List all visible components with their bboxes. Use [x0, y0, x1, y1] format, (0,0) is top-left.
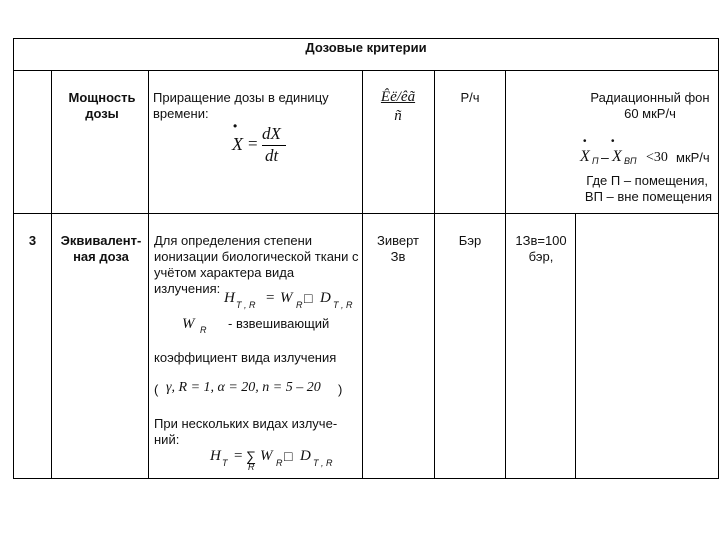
row-divider	[13, 213, 719, 214]
weighting-line	[180, 314, 360, 336]
row1-note-2: ВП – вне помещения	[584, 189, 712, 204]
sum-sub: R	[248, 462, 255, 472]
header-divider	[13, 70, 719, 71]
w-weighting: W	[182, 316, 195, 332]
weighting-text-2: коэффициент вида излучения	[154, 350, 337, 365]
multiple-radiation-text: При нескольких видах излуче-ний:	[154, 416, 338, 447]
sum-symbol: ∑	[246, 448, 256, 464]
d-sum: D	[300, 448, 311, 464]
table-title: Дозовые критерии	[305, 40, 427, 55]
formula-lhs: X	[232, 134, 243, 154]
weighting-text: - взвешивающий	[228, 316, 330, 331]
row2-unit-si: Зиверт Зв	[376, 233, 419, 264]
paren-close: )	[338, 382, 343, 397]
eq-sign-2: =	[234, 448, 243, 464]
d-sum-sub: T , R	[313, 458, 333, 468]
weighting-values	[154, 380, 360, 400]
row2-quantity: Эквивалент-ная доза	[60, 233, 142, 264]
w-sum-sub: R	[276, 458, 283, 468]
table-border-left	[13, 38, 14, 479]
eq-sign: =	[266, 290, 275, 306]
formula-denominator: dt	[265, 146, 279, 165]
col-divider-4	[434, 70, 435, 479]
formula-numerator: dX	[262, 124, 281, 143]
h-symbol: H	[224, 290, 235, 306]
row1-unit-si-top: Êë/êã	[380, 89, 416, 105]
sub-outdoor: ВП	[624, 156, 637, 166]
row1-quantity: Мощность дозы	[68, 90, 136, 121]
dot-symbol: •	[233, 119, 238, 133]
row2-number: 3	[28, 233, 37, 248]
x-outdoor: X	[612, 148, 622, 165]
w-sum: W	[260, 448, 273, 464]
row1-criterion: Радиационный фон 60 мкР/ч	[590, 90, 710, 121]
col-divider-5	[505, 70, 506, 479]
paren-open: (	[154, 382, 159, 397]
dot-symbol-1: •	[583, 136, 587, 147]
h-total: H	[210, 448, 221, 464]
col-divider-3	[362, 70, 363, 479]
box-symbol: □	[304, 290, 313, 306]
row1-unit-si-bottom: ñ	[394, 108, 402, 124]
unit-mkr: мкР/ч	[676, 150, 710, 165]
dose-rate-formula	[230, 119, 300, 168]
sub-indoor: П	[592, 156, 599, 166]
less-than-30: <30	[646, 150, 668, 165]
values-formula: γ, R = 1, α = 20, n = 5 – 20	[166, 380, 321, 395]
col-divider-6	[575, 213, 576, 479]
d-sub: T , R	[333, 300, 353, 310]
minus-sign: –	[601, 149, 609, 165]
table-border-right	[718, 38, 719, 479]
box-symbol-2: □	[284, 448, 293, 464]
row2-unit-offsystem: Бэр	[458, 233, 482, 248]
equivalent-dose-formula	[220, 290, 360, 314]
x-indoor: X	[580, 148, 590, 165]
row2-relation: 1Зв=100 бэр,	[515, 233, 567, 264]
w-symbol: W	[280, 290, 293, 306]
row1-unit-offsystem: Р/ч	[460, 90, 480, 105]
w-weighting-sub: R	[200, 325, 207, 335]
col-divider-1	[51, 70, 52, 479]
row1-note-1: Где П – помещения,	[586, 173, 708, 188]
row2-definition: Для определения степени ионизации биологической ткани с учётом характера вида излучения:	[154, 233, 359, 296]
background-formula	[570, 136, 716, 172]
d-symbol: D	[320, 290, 331, 306]
h-total-sub: T	[222, 458, 228, 468]
col-divider-2	[148, 70, 149, 479]
sum-formula	[208, 448, 358, 472]
formula-eq: =	[248, 134, 258, 153]
dot-symbol-2: •	[611, 136, 615, 147]
row1-definition: Приращение дозы в единицу времени:	[153, 90, 329, 121]
table-border-top	[13, 38, 719, 39]
h-sub: T , R	[236, 300, 256, 310]
w-sub: R	[296, 300, 303, 310]
table-border-bottom	[13, 478, 719, 479]
